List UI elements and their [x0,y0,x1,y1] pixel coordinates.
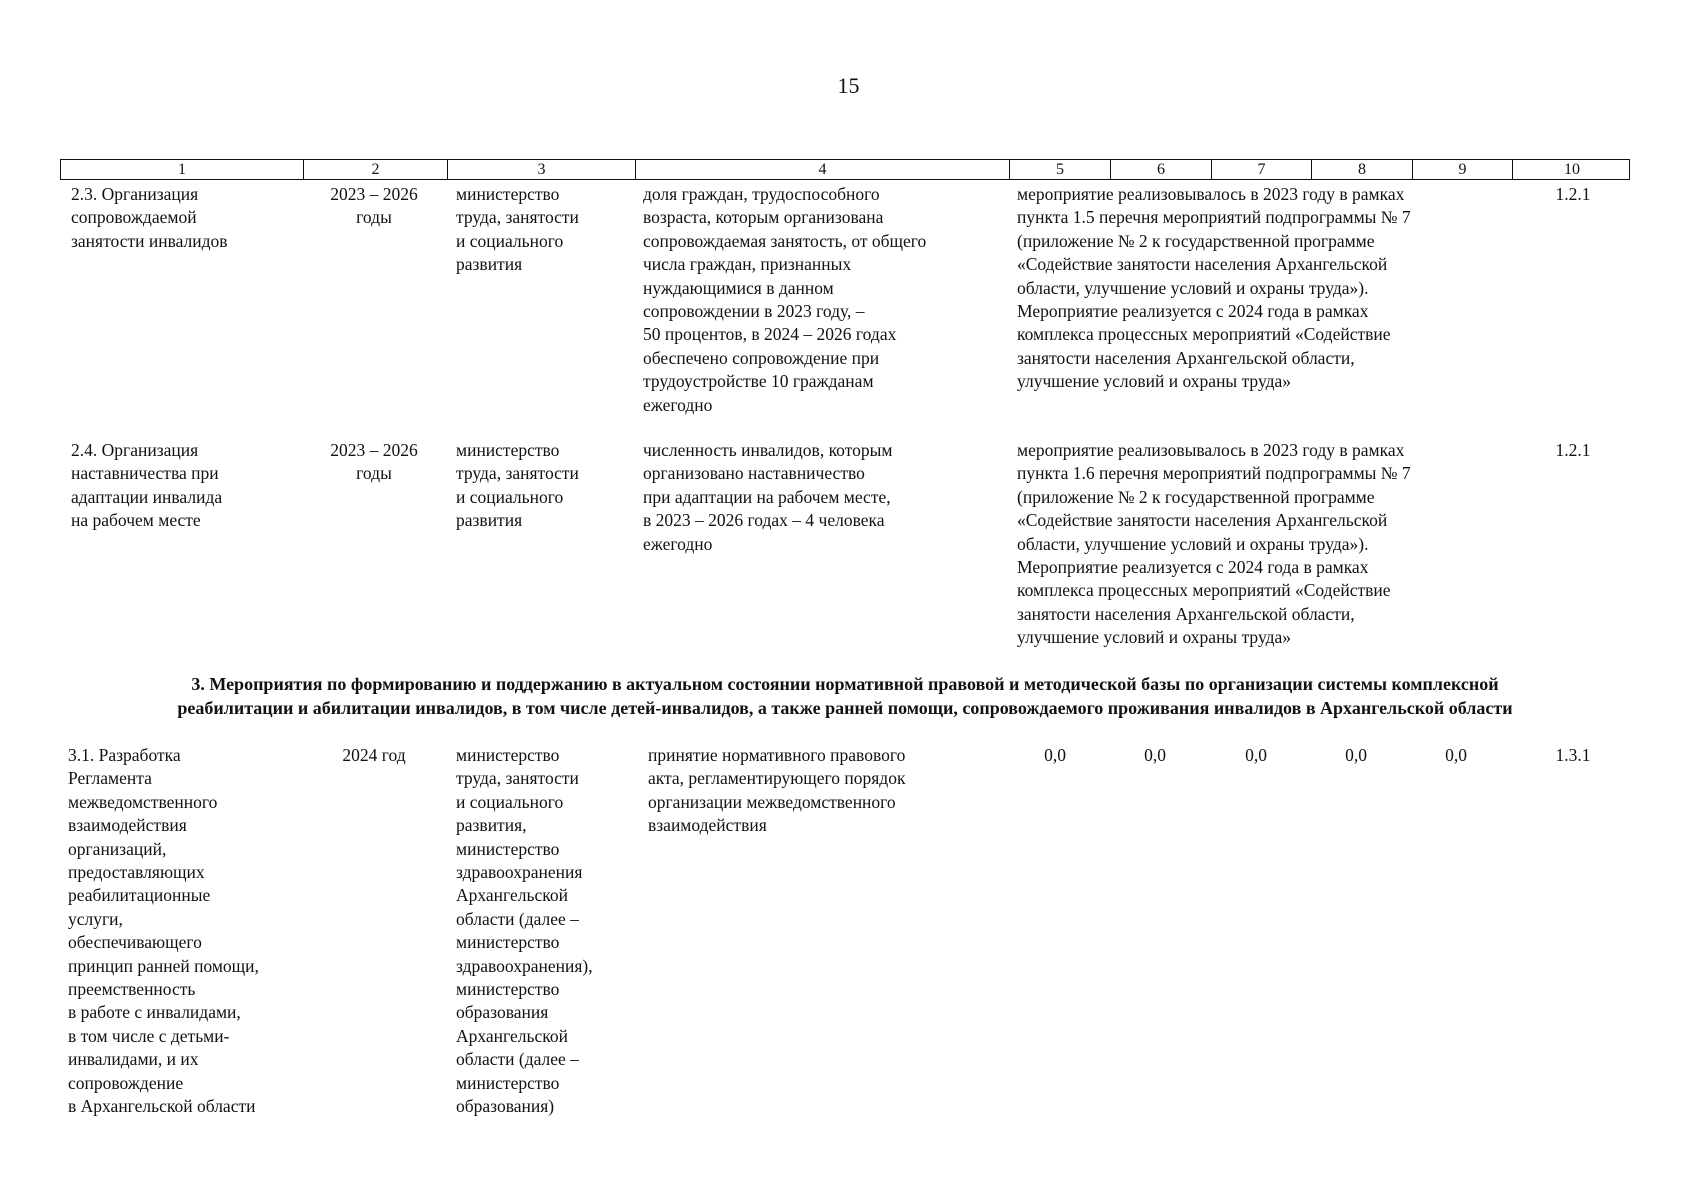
expected-result: численность инвалидов, которым организовано наставничество при адаптации на рабочем месте, в 2023 – 2026 годах – 4 человека ежегодно [643,440,893,554]
column-header-9: 9 [1412,160,1512,179]
funding-note: мероприятие реализовывалось в 2023 году в рамках пункта 1.5 перечня мероприятий подпрограммы № 7 (приложение № 2 к государственной программе «Содействие занятости населения Архангельской области, улучшение условий и охраны труда»). Мероприятие реализуется с 2024 года в рамках комплекса процессных мероприятий «Содействие занятости населения Архангельской области, улучшение условий и охраны труда» [1017,184,1411,392]
column-header-8: 8 [1311,160,1412,179]
funding-value: 0,0 [1144,745,1166,765]
funding-value: 0,0 [1345,745,1367,765]
column-header-4: 4 [635,160,1009,179]
table-column-header-row [60,159,1630,180]
column-header-10: 10 [1512,160,1631,179]
column-header-6: 6 [1110,160,1211,179]
executor: министерство труда, занятости и социального развития [456,184,579,275]
column-header-5: 5 [1009,160,1110,179]
executor: министерство труда, занятости и социального развития, министерство здравоохранения Архангельской области (далее – министерство здравоохранения), министерство образования Архангельской области (далее – министерство образования) [456,745,593,1117]
period: 2024 год [342,745,406,765]
column-header-2: 2 [303,160,447,179]
funding-value: 0,0 [1445,745,1467,765]
measure-name: 2.4. Организация наставничества при адаптации инвалида на рабочем месте [71,440,223,531]
executor: министерство труда, занятости и социального развития [456,440,579,531]
period: 2023 – 2026 годы [330,440,418,484]
funding-value: 0,0 [1044,745,1066,765]
column-header-7: 7 [1211,160,1311,179]
indicator-code: 1.3.1 [1555,745,1591,765]
section-title: 3. Мероприятия по формированию и поддержанию в актуальном состоянии нормативной правовой и методической базы по организации системы комплексной реабилитации и абилитации инвалидов, в том числе детей-инвалидов, а также ранней помощи, сопровождаемого проживания инвалидов в Архангельской области [177,674,1513,718]
indicator-code: 1.2.1 [1555,184,1591,204]
measure-name: 2.3. Организация сопровождаемой занятости инвалидов [71,184,228,251]
column-header-1: 1 [178,161,186,178]
column-header-3: 3 [447,160,635,179]
expected-result: доля граждан, трудоспособного возраста, которым организована сопровождаемая занятость, от общего числа граждан, признанных нуждающимися в данном сопровождении в 2023 году, – 50 процентов, в 2024 – 2026 годах обеспечено сопровождение при трудоустройстве 10 гражданам ежегодно [643,184,927,415]
page-number: 15 [837,73,860,98]
indicator-code: 1.2.1 [1555,440,1591,460]
period: 2023 – 2026 годы [330,184,418,228]
expected-result: принятие нормативного правового акта, регламентирующего порядок организации межведомственного взаимодействия [648,745,906,836]
funding-value: 0,0 [1245,745,1267,765]
funding-note: мероприятие реализовывалось в 2023 году в рамках пункта 1.6 перечня мероприятий подпрограммы № 7 (приложение № 2 к государственной программе «Содействие занятости населения Архангельской области, улучшение условий и охраны труда»). Мероприятие реализуется с 2024 года в рамках комплекса процессных мероприятий «Содействие занятости населения Архангельской области, улучшение условий и охраны труда» [1017,440,1411,648]
measure-name: 3.1. Разработка Регламента межведомственного взаимодействия организаций, предоставляющих реабилитационные услуги, обеспечивающего принцип ранней помощи, преемственность в работе с инвалидами, в том числе с детьми- инвалидами, и их сопровождение в Архангельской области [68,745,259,1117]
